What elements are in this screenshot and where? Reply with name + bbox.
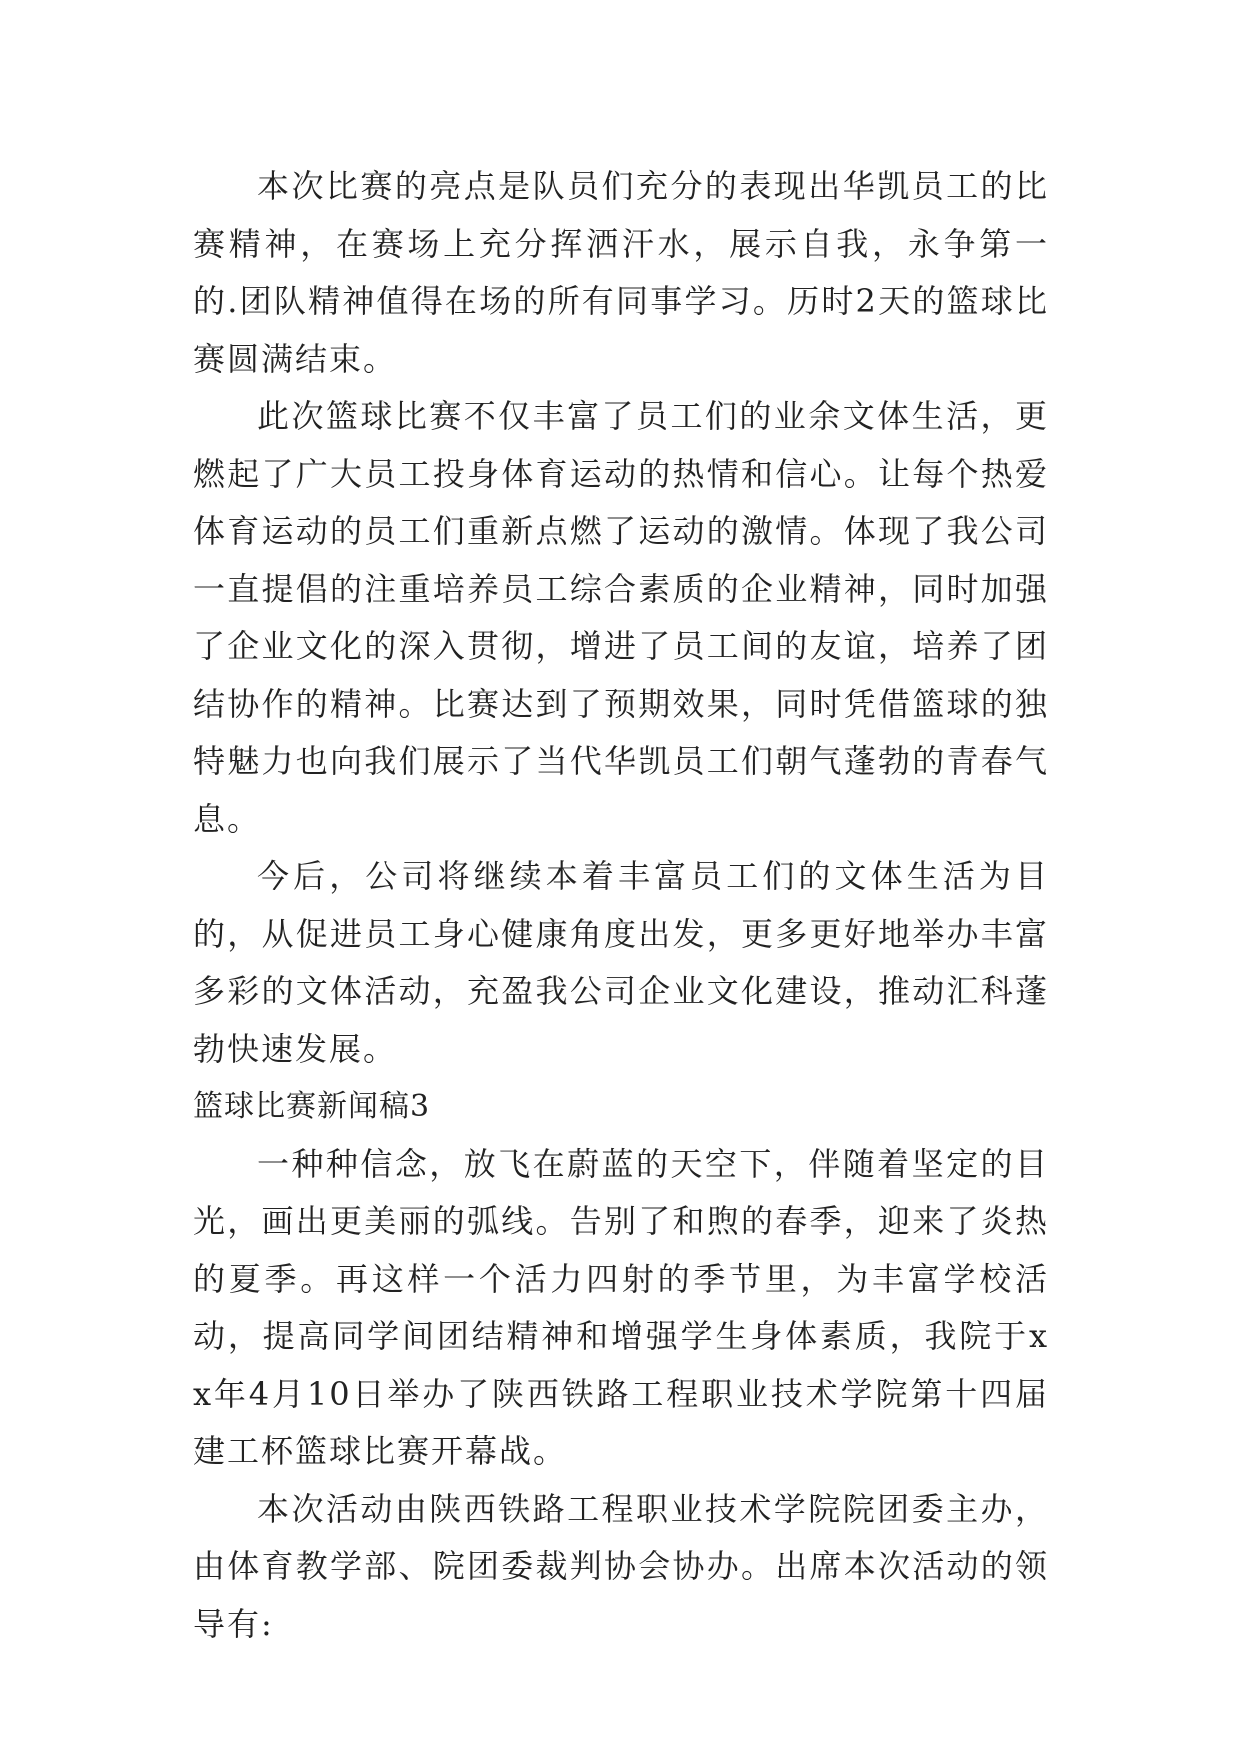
section-heading: 篮球比赛新闻稿3 <box>193 1089 431 1124</box>
paragraph-significance: 此次篮球比赛不仅丰富了员工们的业余文体生活，更燃起了广大员工投身体育运动的热情和信心。让每个热爱体育运动的员工们重新点燃了运动的激情。体现了我公司一直提倡的注重培养员工综合素质的企业精神，同时加强了企业文化的深入贯彻，增进了员工间的友谊，培养了团结协作的精神。比赛达到了预期效果，同时凭借篮球的独特魅力也向我们展示了当代华凯员工们朝气蓬勃的青春气息。 <box>193 397 1049 838</box>
paragraph-future-plans: 今后，公司将继续本着丰富员工们的文体生活为目的，从促进员工身心健康角度出发，更多更好地举办丰富多彩的文体活动，充盈我公司企业文化建设，推动汇科蓬勃快速发展。 <box>193 857 1049 1068</box>
paragraph-highlights: 本次比赛的亮点是队员们充分的表现出华凯员工的比赛精神，在赛场上充分挥洒汗水，展示自我，永争第一的.团队精神值得在场的所有同事学习。历时2天的篮球比赛圆满结束。 <box>193 167 1049 378</box>
paragraph-organizers: 本次活动由陕西铁路工程职业技术学院院团委主办，由体育教学部、院团委裁判协会协办。出席本次活动的领导有: <box>193 1489 1049 1643</box>
document-body <box>193 158 1049 1653</box>
paragraph-opening: 一种种信念，放飞在蔚蓝的天空下，伴随着坚定的目光，画出更美丽的弧线。告别了和煦的春季，迎来了炎热的夏季。再这样一个活力四射的季节里，为丰富学校活动，提高同学间团结精神和增强学生身体素质，我院于xx年4月10日举办了陕西铁路工程职业技术学院第十四届建工杯篮球比赛开幕战。 <box>193 1144 1049 1470</box>
